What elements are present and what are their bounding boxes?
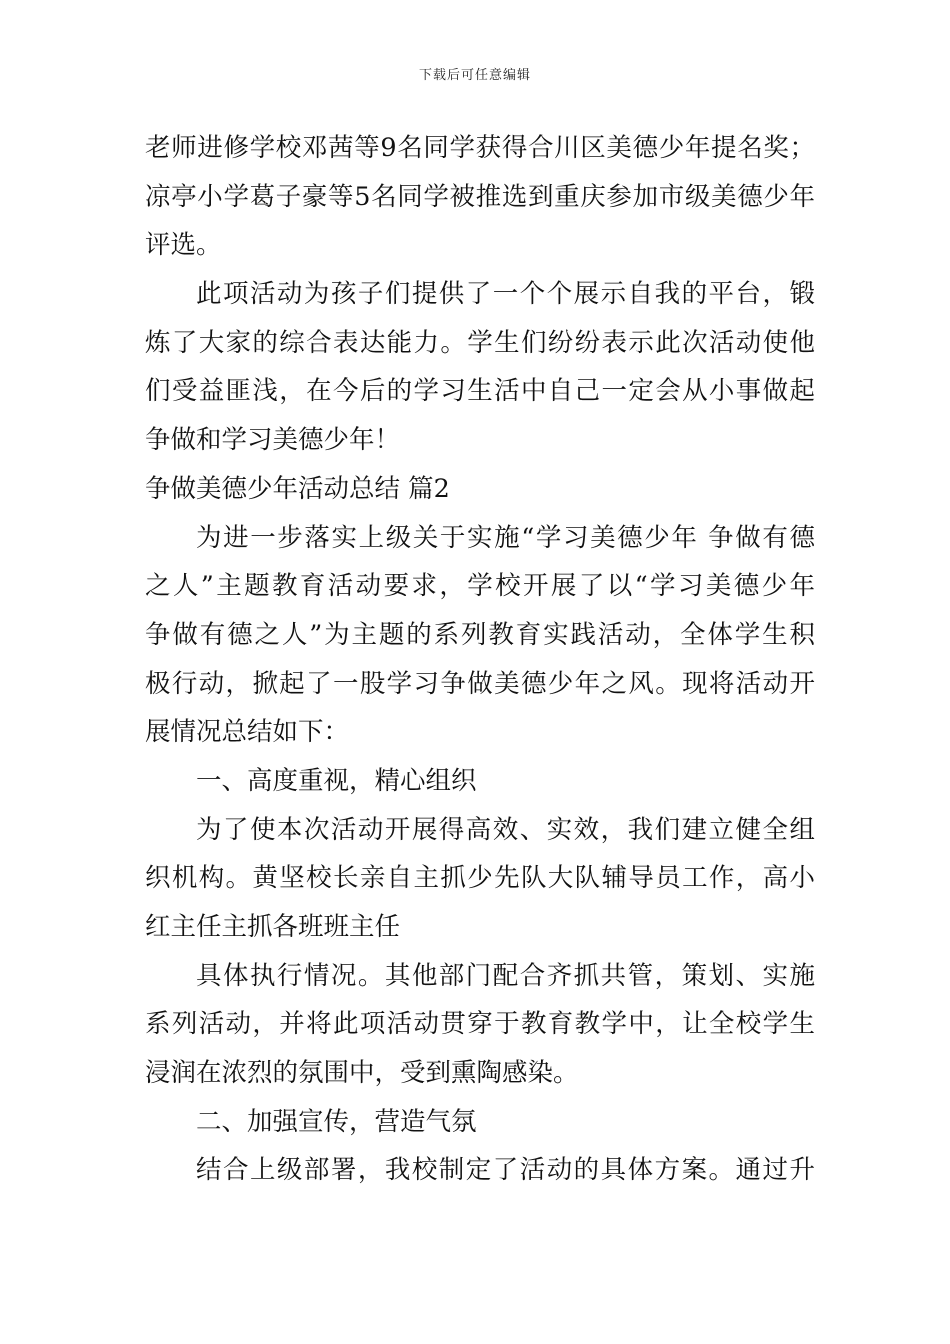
text-line: 炼了大家的综合表达能力。学生们纷纷表示此次活动使他 (145, 327, 815, 358)
section-title: 争做美德少年活动总结 篇2 (145, 473, 450, 504)
text-line: 织机构。黄坚校长亲自主抓少先队大队辅导员工作，高小 (145, 863, 815, 894)
text-line: 们受益匪浅，在今后的学习生活中自己一定会从小事做起 (145, 376, 815, 407)
text-line: 浸润在浓烈的氛围中，受到熏陶感染。 (145, 1058, 579, 1089)
text-line: 评选。 (145, 230, 222, 261)
page-header: 下载后可任意编辑 (418, 68, 531, 83)
text-line: 争做和学习美德少年！ (145, 425, 401, 456)
subheading: 二、加强宣传，营造气氛 (196, 1106, 477, 1137)
text-line: 红主任主抓各班班主任 (145, 912, 401, 942)
text-line: 系列活动，并将此项活动贯穿于教育教学中，让全校学生 (145, 1009, 815, 1040)
text-line: 之人”主题教育活动要求，学校开展了以“学习美德少年 (145, 571, 815, 602)
text-line: 极行动，掀起了一股学习争做美德少年之风。现将活动开 (145, 668, 815, 699)
text-line: 凉亭小学葛子豪等5名同学被推选到重庆参加市级美德少年 (145, 181, 815, 212)
paragraph-start-line: 为了使本次活动开展得高效、实效，我们建立健全组 (196, 814, 815, 845)
text-line: 展情况总结如下： (145, 717, 350, 748)
text-line: 争做有德之人”为主题的系列教育实践活动，全体学生积 (145, 619, 815, 650)
subheading: 一、高度重视，精心组织 (196, 765, 477, 796)
document-body (145, 124, 815, 1195)
paragraph-start-line: 此项活动为孩子们提供了一个个展示自我的平台，锻 (196, 279, 815, 310)
paragraph-start-line: 结合上级部署，我校制定了活动的具体方案。通过升 (196, 1155, 815, 1186)
paragraph-start-line: 具体执行情况。其他部门配合齐抓共管，策划、实施 (196, 960, 815, 991)
paragraph-start-line: 为进一步落实上级关于实施“学习美德少年 争做有德 (196, 522, 815, 553)
text-line: 老师进修学校邓茜等9名同学获得合川区美德少年提名奖； (145, 133, 815, 163)
